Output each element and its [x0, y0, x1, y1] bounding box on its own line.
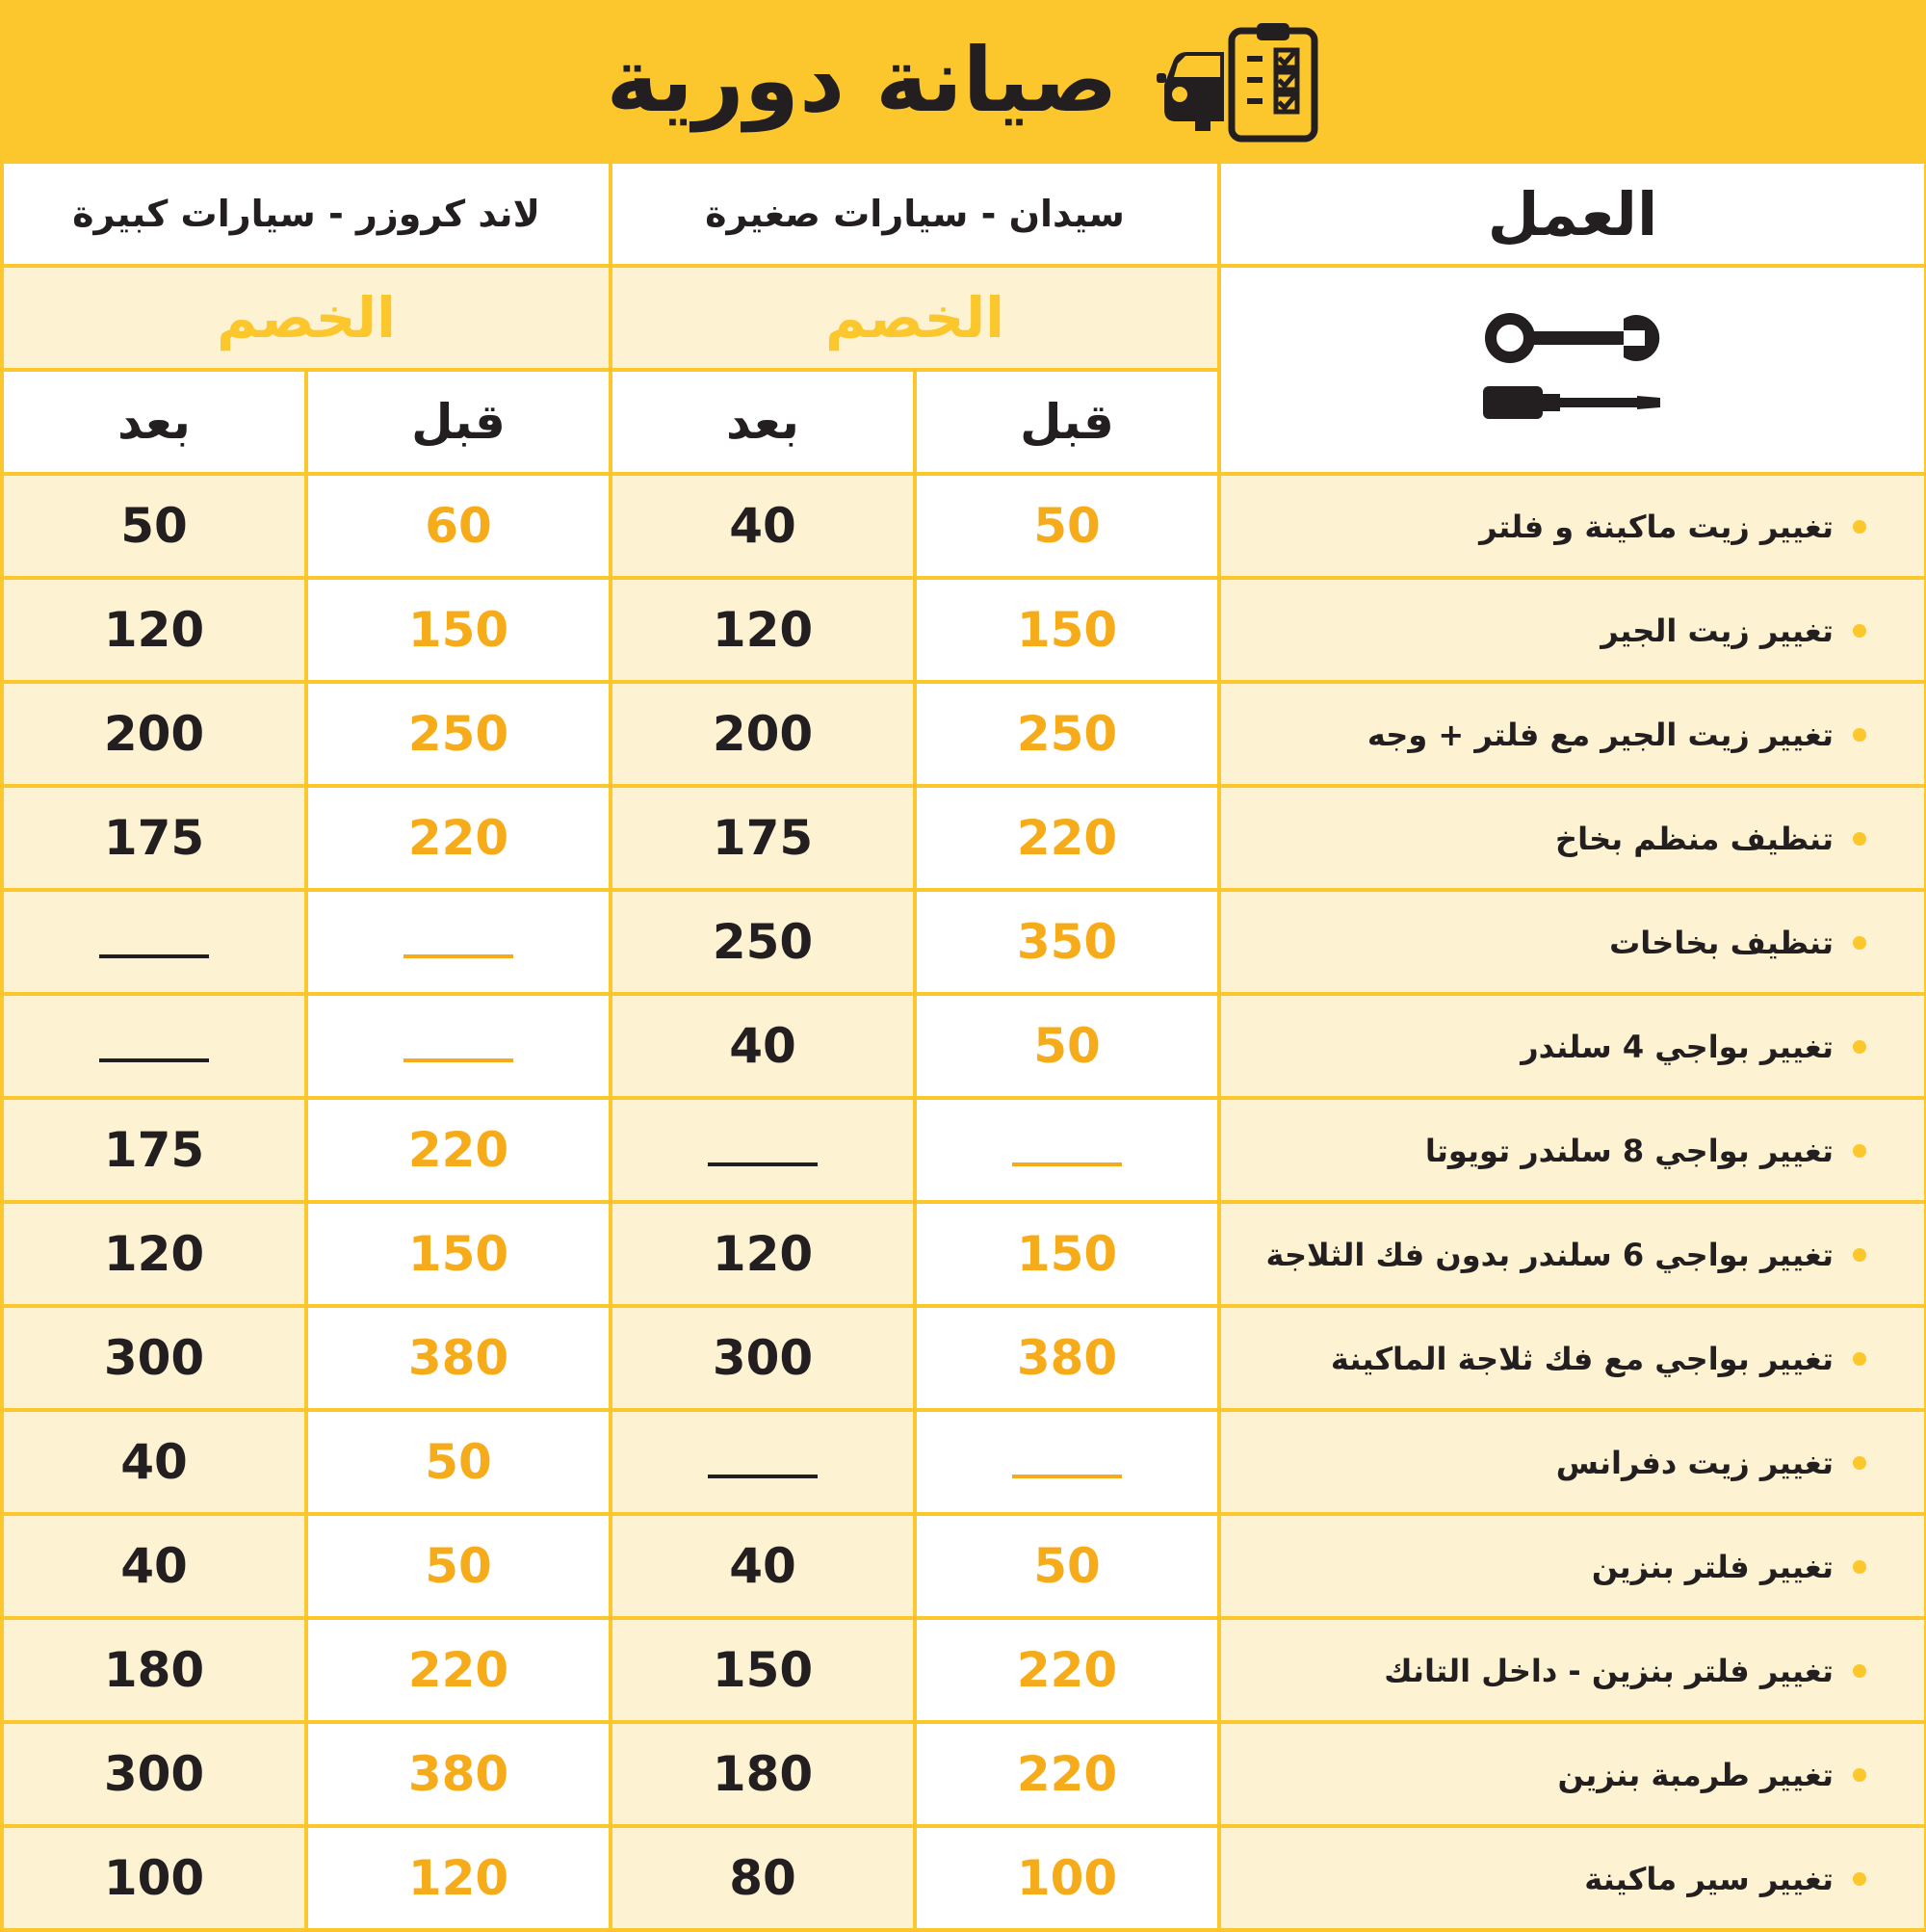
service-name: تغيير زيت دفرانس	[1555, 1445, 1834, 1481]
sedan-before-price: 220	[915, 786, 1219, 890]
sedan-before-price: 250	[915, 682, 1219, 786]
service-name: تغيير بواجي 6 سلندر بدون فك الثلاجة	[1265, 1237, 1834, 1273]
service-name-cell	[1219, 890, 1926, 994]
land-before-price-cell	[306, 890, 611, 994]
header-row	[2, 162, 1926, 266]
service-name-cell	[1219, 1826, 1926, 1930]
service-name-cell	[1219, 1098, 1926, 1202]
sedan-after-price: 40	[611, 994, 915, 1098]
service-name: تنظيف بخاخات	[1609, 925, 1834, 961]
bullet-icon	[1853, 520, 1866, 534]
service-name-cell	[1219, 786, 1926, 890]
table-row	[2, 1722, 1926, 1826]
land-after-price: 300	[2, 1306, 306, 1410]
land-after-price: 100	[2, 1826, 306, 1930]
land-before-price: 50	[306, 1514, 611, 1618]
sedan-after-price: 200	[611, 682, 915, 786]
service-name: تغيير طرمبة بنزين	[1557, 1757, 1834, 1793]
land-after-header: بعد	[2, 370, 306, 474]
sedan-header: سيدان - سيارات صغيرة	[611, 162, 1219, 266]
not-available-dash	[1012, 1475, 1122, 1478]
table-row	[2, 474, 1926, 578]
service-name-cell	[1219, 1202, 1926, 1306]
service-name-cell	[1219, 1618, 1926, 1722]
service-name: تغيير فلتر بنزين	[1591, 1549, 1834, 1585]
price-table	[0, 160, 1926, 1932]
table-row	[2, 890, 1926, 994]
land-after-price: 120	[2, 578, 306, 682]
discount-row	[2, 266, 1926, 370]
land-before-price-cell	[306, 994, 611, 1098]
service-name: تغيير بواجي مع فك ثلاجة الماكينة	[1330, 1341, 1834, 1377]
land-before-price: 380	[306, 1306, 611, 1410]
land-before-price: 60	[306, 474, 611, 578]
sedan-before-price: 220	[915, 1722, 1219, 1826]
bullet-icon	[1853, 1040, 1866, 1054]
land-after-price: 175	[2, 1098, 306, 1202]
sedan-after-price: 180	[611, 1722, 915, 1826]
service-name-cell	[1219, 682, 1926, 786]
sedan-after-price: 150	[611, 1618, 915, 1722]
bullet-icon	[1853, 1456, 1866, 1470]
table-row	[2, 1306, 1926, 1410]
bullet-icon	[1853, 832, 1866, 846]
bullet-icon	[1853, 1144, 1866, 1158]
sedan-after-price: 120	[611, 1202, 915, 1306]
bullet-icon	[1853, 1872, 1866, 1886]
land-after-price-cell	[2, 890, 306, 994]
sedan-before-price: 380	[915, 1306, 1219, 1410]
sedan-after-price: 250	[611, 890, 915, 994]
service-name-cell	[1219, 474, 1926, 578]
title-banner	[0, 0, 1926, 160]
land-before-header: قبل	[306, 370, 611, 474]
sedan-after-price: 300	[611, 1306, 915, 1410]
sedan-after-price-cell	[611, 1098, 915, 1202]
service-name: تنظيف منظم بخاخ	[1555, 821, 1834, 857]
land-discount-label: الخصم	[2, 266, 611, 370]
not-available-dash	[403, 954, 513, 958]
service-name-cell	[1219, 994, 1926, 1098]
table-row	[2, 578, 1926, 682]
land-before-price: 150	[306, 1202, 611, 1306]
service-name-cell	[1219, 1514, 1926, 1618]
title-group	[606, 17, 1319, 143]
land-before-price: 220	[306, 1098, 611, 1202]
sedan-before-price: 50	[915, 994, 1219, 1098]
service-name: تغيير بواجي 8 سلندر تويوتا	[1424, 1133, 1834, 1169]
page-title: صيانة دورية	[606, 28, 1118, 132]
sedan-before-price: 100	[915, 1826, 1219, 1930]
tools-cell	[1219, 266, 1926, 474]
table-row	[2, 786, 1926, 890]
land-after-price: 120	[2, 1202, 306, 1306]
land-before-price: 50	[306, 1410, 611, 1514]
land-after-price: 40	[2, 1514, 306, 1618]
land-after-price: 300	[2, 1722, 306, 1826]
sedan-after-price: 40	[611, 1514, 915, 1618]
land-before-price: 220	[306, 1618, 611, 1722]
bullet-icon	[1853, 1664, 1866, 1678]
table-row	[2, 1618, 1926, 1722]
land-before-price: 120	[306, 1826, 611, 1930]
bullet-icon	[1853, 728, 1866, 742]
sedan-before-price: 350	[915, 890, 1219, 994]
service-name-cell	[1219, 1410, 1926, 1514]
sedan-before-price: 150	[915, 1202, 1219, 1306]
table-row	[2, 1514, 1926, 1618]
not-available-dash	[403, 1058, 513, 1062]
table-row	[2, 994, 1926, 1098]
service-name: تغيير فلتر بنزين - داخل التانك	[1384, 1653, 1834, 1689]
service-name: تغيير زيت الجير	[1601, 613, 1834, 649]
car-checklist-icon	[1157, 17, 1320, 143]
land-after-price: 40	[2, 1410, 306, 1514]
service-name: تغيير زيت الجير مع فلتر + وجه	[1366, 717, 1834, 753]
land-cruiser-header: لاند كروزر - سيارات كبيرة	[2, 162, 611, 266]
sedan-before-price: 50	[915, 1514, 1219, 1618]
sedan-before-price: 150	[915, 578, 1219, 682]
not-available-dash	[1012, 1162, 1122, 1166]
bullet-icon	[1853, 1768, 1866, 1782]
not-available-dash	[99, 1058, 209, 1062]
table-row	[2, 1826, 1926, 1930]
service-name: تغيير بواجي 4 سلندر	[1521, 1029, 1834, 1065]
not-available-dash	[708, 1475, 818, 1478]
land-after-price-cell	[2, 994, 306, 1098]
service-name: تغيير زيت ماكينة و فلتر	[1479, 509, 1834, 545]
sedan-after-price: 40	[611, 474, 915, 578]
work-header: العمل	[1219, 162, 1926, 266]
service-rows	[2, 474, 1926, 1930]
sedan-after-price: 175	[611, 786, 915, 890]
land-after-price: 180	[2, 1618, 306, 1722]
table-row	[2, 1098, 1926, 1202]
service-name: تغيير سير ماكينة	[1584, 1861, 1834, 1897]
sedan-after-price-cell	[611, 1410, 915, 1514]
not-available-dash	[708, 1162, 818, 1166]
sedan-after-header: بعد	[611, 370, 915, 474]
table-row	[2, 1202, 1926, 1306]
sedan-before-header: قبل	[915, 370, 1219, 474]
bullet-icon	[1853, 1248, 1866, 1262]
sedan-before-price: 50	[915, 474, 1219, 578]
land-before-price: 220	[306, 786, 611, 890]
sedan-discount-label: الخصم	[611, 266, 1219, 370]
service-name-cell	[1219, 1722, 1926, 1826]
sedan-before-price: 220	[915, 1618, 1219, 1722]
land-after-price: 200	[2, 682, 306, 786]
land-before-price: 150	[306, 578, 611, 682]
service-name-cell	[1219, 1306, 1926, 1410]
not-available-dash	[99, 954, 209, 958]
land-before-price: 250	[306, 682, 611, 786]
land-after-price: 50	[2, 474, 306, 578]
bullet-icon	[1853, 936, 1866, 950]
land-before-price: 380	[306, 1722, 611, 1826]
bullet-icon	[1853, 1560, 1866, 1574]
sedan-before-price-cell	[915, 1098, 1219, 1202]
bullet-icon	[1853, 1352, 1866, 1366]
sedan-before-price-cell	[915, 1410, 1219, 1514]
sedan-after-price: 120	[611, 578, 915, 682]
table-row	[2, 682, 1926, 786]
table-row	[2, 1410, 1926, 1514]
land-after-price: 175	[2, 786, 306, 890]
sedan-after-price: 80	[611, 1826, 915, 1930]
wrench-screwdriver-icon	[1481, 416, 1664, 434]
bullet-icon	[1853, 624, 1866, 638]
service-name-cell	[1219, 578, 1926, 682]
